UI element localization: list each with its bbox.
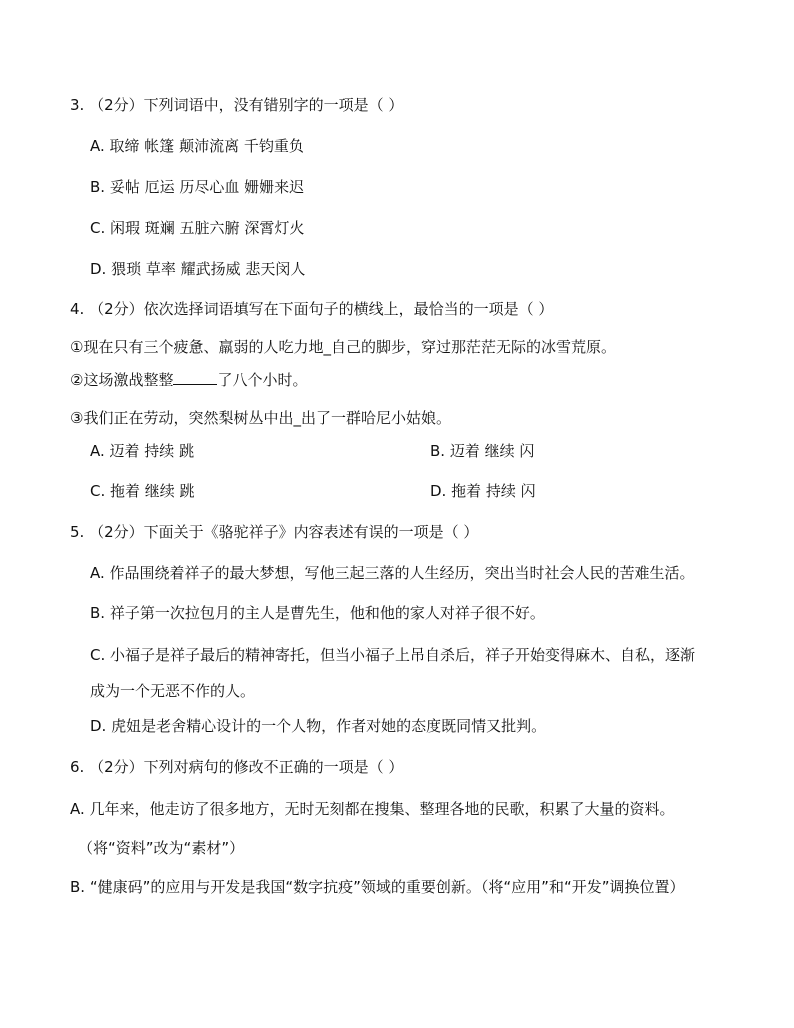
question-4-sentence-2 [70,369,307,391]
question-6-stem: 6. （2分）下列对病句的修改不正确的一项是（ ） [70,758,404,776]
question-5-option-d: D. 虎妞是老舍精心设计的一个人物，作者对她的态度既同情又批判。 [90,717,547,735]
fill-blank [173,369,217,385]
question-3-option-b: B. 妥帖 厄运 历尽心血 姗姗来迟 [90,178,305,196]
question-6-option-a: A. 几年来，他走访了很多地方，无时无刻都在搜集、整理各地的民歌，积累了大量的资料。 [70,800,675,818]
question-3-option-d: D. 猥琐 草率 耀武扬威 悲天闵人 [90,260,306,278]
question-4-sentence-3: ③我们正在劳动，突然梨树丛中出_出了一群哈尼小姑娘。 [70,409,451,427]
question-4-sentence-1: ①现在只有三个疲惫、羸弱的人吃力地_自己的脚步，穿过那茫茫无际的冰雪荒原。 [70,338,616,356]
question-3-option-a: A. 取缔 帐篷 颠沛流离 千钧重负 [90,137,304,155]
question-5-option-c-line-2: 成为一个无恶不作的人。 [90,682,256,700]
question-4-options-row-1 [90,440,730,462]
question-5-option-c-line-1: C. 小福子是祥子最后的精神寄托，但当小福子上吊自杀后，祥子开始变得麻木、自私，逐渐 [90,646,696,664]
question-3-stem: 3. （2分）下列词语中，没有错别字的一项是（ ） [70,96,404,114]
question-5-stem: 5. （2分）下面关于《骆驼祥子》内容表述有误的一项是（ ） [70,523,479,541]
question-4-stem: 4. （2分）依次选择词语填写在下面句子的横线上，最恰当的一项是（ ） [70,300,554,318]
question-4-option-a: A. 迈着 持续 跳 [90,442,195,460]
question-5-option-a: A. 作品围绕着祥子的最大梦想，写他三起三落的人生经历，突出当时社会人民的苦难生活。 [90,564,695,582]
question-4-option-d: D. 拖着 持续 闪 [430,482,536,500]
question-4-options-row-2 [90,480,730,502]
question-4-option-c: C. 拖着 继续 跳 [90,482,195,500]
question-4-option-b: B. 迈着 继续 闪 [430,442,535,460]
question-5-option-b: B. 祥子第一次拉包月的主人是曹先生，他和他的家人对祥子很不好。 [90,604,545,622]
sentence-2-suffix: 了八个小时。 [217,371,308,389]
question-6-option-a-note: （将“资料”改为“素材”） [78,839,245,857]
sentence-2-prefix: ②这场激战整整 [70,371,174,389]
question-6-option-b: B. “健康码”的应用与开发是我国“数字抗疫”领域的重要创新。（将“应用”和“开发”调换位置） [70,878,685,896]
question-3-option-c: C. 闲瑕 斑斓 五脏六腑 深霄灯火 [90,219,305,237]
